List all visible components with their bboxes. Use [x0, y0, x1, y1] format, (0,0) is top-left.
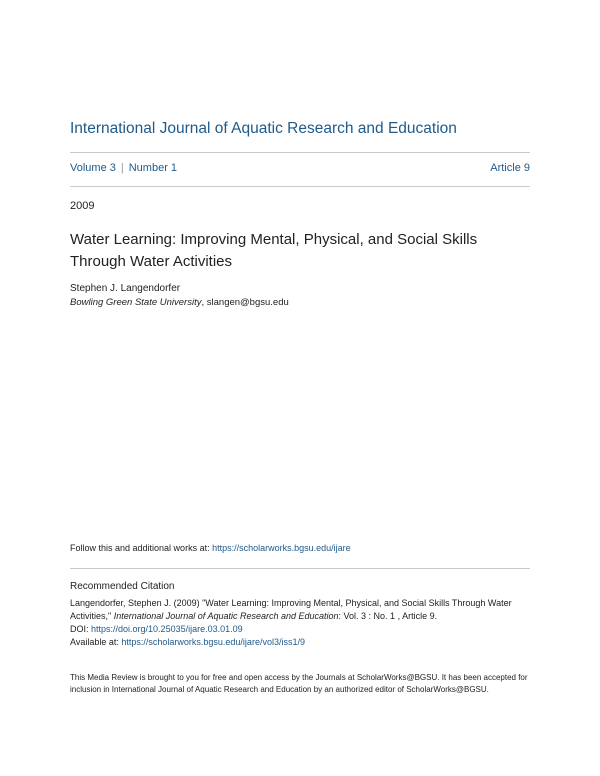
top-divider [70, 152, 530, 153]
author-email[interactable]: slangen@bgsu.edu [206, 297, 289, 308]
article-title: Water Learning: Improving Mental, Physical, and Social Skills Through Water Activities [70, 231, 478, 270]
citation-journal: International Journal of Aquatic Research and Education [113, 611, 339, 621]
author-affiliation: Bowling Green State University, slangen@bgsu.edu [70, 297, 289, 308]
available-label: Available at: [70, 637, 122, 647]
number-link[interactable]: Number 1 [128, 162, 178, 174]
cover-page [70, 0, 530, 776]
available-link[interactable]: https://scholarworks.bgsu.edu/ijare/vol3/iss1/9 [121, 637, 305, 647]
citation-divider [70, 568, 530, 569]
access-statement: This Media Review is brought to you for free and open access by the Journals at ScholarWorks@BGSU. It has been accepted for inclusion in International Journal of Aquatic Research and Education by an authorized editor of ScholarWorks@BGSU. [70, 673, 528, 694]
issue-row [70, 162, 530, 174]
citation-block [70, 597, 530, 649]
author-institution: Bowling Green State University [70, 297, 202, 308]
citation-text-pre: Langendorfer, Stephen J. (2009) "Water Learning: Improving Mental, Physical, and Social Skills Through Water Activities," [70, 598, 512, 621]
follow-line [70, 543, 351, 553]
doi-label: DOI: [70, 624, 92, 634]
publication-year: 2009 [70, 200, 95, 212]
follow-text: Follow this and additional works at: [70, 543, 213, 553]
doi-link[interactable]: https://doi.org/10.25035/ijare.03.01.09 [91, 624, 243, 634]
author-name: Stephen J. Langendorfer [70, 283, 181, 294]
volume-link[interactable]: Volume 3 [70, 162, 116, 174]
follow-link[interactable]: https://scholarworks.bgsu.edu/ijare [212, 543, 351, 553]
issue-separator: | [120, 162, 124, 174]
issue-divider [70, 186, 530, 187]
journal-title[interactable]: International Journal of Aquatic Research and Education [70, 120, 457, 137]
article-link[interactable]: Article 9 [490, 162, 530, 174]
citation-text-post: : Vol. 3 : No. 1 , Article 9. [338, 611, 438, 621]
recommended-citation-heading: Recommended Citation [70, 581, 175, 592]
